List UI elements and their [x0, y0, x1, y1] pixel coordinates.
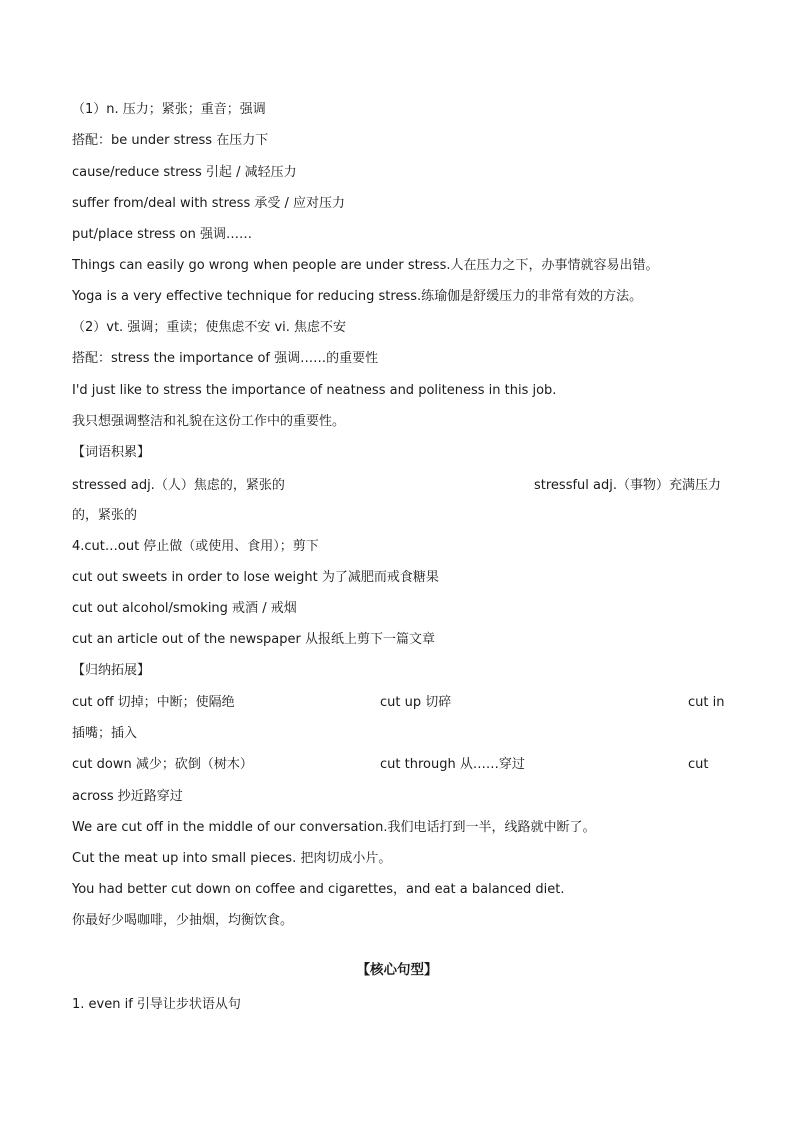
phrase-continuation: across 抄近路穿过 [72, 789, 183, 804]
sense-2-heading: （2）vt. 强调；重读；使焦虑不安 vi. 焦虑不安 [72, 320, 347, 335]
example-translation: 我只想强调整洁和礼貌在这份工作中的重要性。 [72, 414, 346, 429]
phrase-continuation: 插嘴；插入 [72, 726, 138, 741]
vocab-section-label: 【词语积累】 [72, 445, 151, 460]
expansion-section-label: 【归纳拓展】 [72, 663, 151, 678]
section-title: 【核心句型】 [356, 962, 438, 978]
collocation-line: 搭配：stress the importance of 强调……的重要性 [72, 351, 379, 366]
sense-1-heading: （1）n. 压力；紧张；重音；强调 [72, 102, 266, 117]
phrase-cut-in: cut in [688, 695, 725, 710]
example-sentence: We are cut off in the middle of our conversation.我们电话打到一半，线路就中断了。 [72, 820, 596, 835]
collocation-line: put/place stress on 强调…… [72, 227, 253, 242]
example-sentence: Things can easily go wrong when people are under stress.人在压力之下，办事情就容易出错。 [72, 258, 659, 273]
phrase-line: cut out sweets in order to lose weight 为了减肥而戒食糖果 [72, 570, 439, 585]
example-sentence: You had better cut down on coffee and cigarettes，and eat a balanced diet. [72, 882, 565, 897]
phrase-cut-across: cut [688, 757, 709, 772]
example-sentence: I'd just like to stress the importance of neatness and politeness in this job. [72, 383, 557, 398]
vocab-continuation: 的，紧张的 [72, 508, 138, 523]
phrase-line: cut an article out of the newspaper 从报纸上剪下一篇文章 [72, 632, 436, 647]
collocation-line: cause/reduce stress 引起 / 减轻压力 [72, 165, 297, 180]
pattern-item: 1. even if 引导让步状语从句 [72, 997, 241, 1012]
example-sentence: Yoga is a very effective technique for reducing stress.练瑜伽是舒缓压力的非常有效的方法。 [72, 289, 643, 304]
phrase-cut-down: cut down 减少；砍倒（树木） [72, 757, 253, 772]
item-4-heading: 4.cut…out 停止做（或使用、食用）；剪下 [72, 539, 319, 554]
collocation-line: 搭配：be under stress 在压力下 [72, 133, 269, 148]
example-translation: 你最好少喝咖啡，少抽烟，均衡饮食。 [72, 913, 294, 928]
collocation-line: suffer from/deal with stress 承受 / 应对压力 [72, 196, 346, 211]
vocab-row [72, 477, 721, 495]
phrase-cut-off: cut off 切掉；中断；使隔绝 [72, 695, 235, 710]
phrase-line: cut out alcohol/smoking 戒酒 / 戒烟 [72, 601, 297, 616]
phrase-cut-up: cut up 切碎 [380, 695, 452, 710]
phrase-row [72, 756, 709, 774]
vocab-stressful: stressful adj.（事物）充满压力 [534, 478, 721, 493]
phrase-row [72, 694, 725, 712]
vocab-stressed: stressed adj.（人）焦虑的，紧张的 [72, 478, 285, 493]
example-sentence: Cut the meat up into small pieces. 把肉切成小片。 [72, 851, 392, 866]
phrase-cut-through: cut through 从……穿过 [380, 757, 525, 772]
